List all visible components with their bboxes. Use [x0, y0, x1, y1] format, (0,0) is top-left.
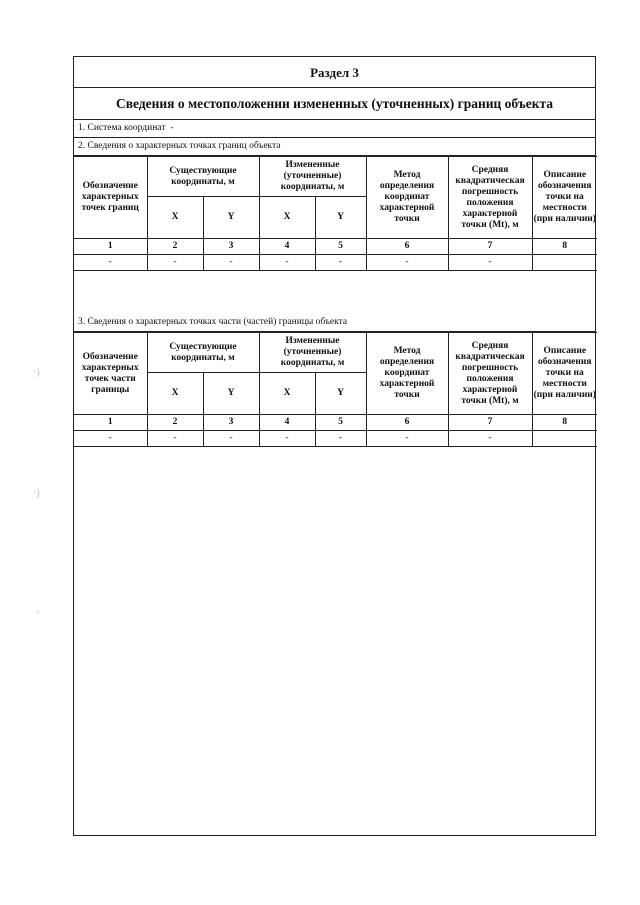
- column-number: 8: [532, 415, 597, 431]
- table-cell: -: [315, 255, 366, 271]
- table-cell: -: [259, 255, 315, 271]
- header-method: Метод определения координат характерной точки: [366, 333, 448, 415]
- section-subtitle: Сведения о местоположении измененных (уточненных) границ объекта: [74, 88, 595, 120]
- column-number: 6: [366, 239, 448, 255]
- column-number: 7: [448, 239, 532, 255]
- column-number: 3: [203, 415, 259, 431]
- table-cell: -: [203, 255, 259, 271]
- table-row: [74, 255, 597, 271]
- column-numbers-row: [74, 415, 597, 431]
- table-cell: -: [366, 255, 448, 271]
- coord-system-value: -: [170, 123, 174, 133]
- table-cell: -: [448, 255, 532, 271]
- table-cell: [532, 255, 597, 271]
- header-y: Y: [203, 197, 259, 239]
- table-row: [74, 431, 597, 447]
- table-cell: [532, 431, 597, 447]
- column-number: 6: [366, 415, 448, 431]
- table-cell: -: [448, 431, 532, 447]
- table-cell: -: [74, 431, 147, 447]
- header-description: Описание обозначения точки на местности (при наличии): [532, 157, 597, 239]
- header-changed-coords: Измененные (уточненные) координаты, м: [259, 333, 366, 373]
- header-x: X: [259, 197, 315, 239]
- column-number: 8: [532, 239, 597, 255]
- header-method: Метод определения координат характерной точки: [366, 157, 448, 239]
- part2-title: 2. Сведения о характерных точках границ объекта: [74, 138, 595, 156]
- header-changed-coords: Измененные (уточненные) координаты, м: [259, 157, 366, 197]
- table-cell: -: [366, 431, 448, 447]
- coord-system-line: [74, 120, 595, 138]
- header-point-id: Обозначение характерных точек части границы: [74, 333, 147, 415]
- column-number: 4: [259, 415, 315, 431]
- header-error: Средняя квадратическая погрешность положения характерной точки (Mt), м: [448, 157, 532, 239]
- column-number: 2: [147, 239, 203, 255]
- table-cell: -: [315, 431, 366, 447]
- header-x: X: [147, 373, 203, 415]
- form-frame: [73, 56, 596, 836]
- scan-mark: ·): [33, 367, 40, 378]
- header-existing-coords: Существующие координаты, м: [147, 333, 259, 373]
- header-error: Средняя квадратическая погрешность положения характерной точки (Mt), м: [448, 333, 532, 415]
- table-cell: -: [203, 431, 259, 447]
- header-existing-coords: Существующие координаты, м: [147, 157, 259, 197]
- scan-mark: ,: [37, 604, 40, 615]
- column-number: 5: [315, 415, 366, 431]
- header-y: Y: [315, 373, 366, 415]
- header-point-id: Обозначение характерных точек границ: [74, 157, 147, 239]
- column-number: 4: [259, 239, 315, 255]
- column-number: 2: [147, 415, 203, 431]
- column-number: 1: [74, 415, 147, 431]
- points-table: [74, 156, 597, 271]
- column-number: 7: [448, 415, 532, 431]
- column-number: 5: [315, 239, 366, 255]
- header-x: X: [259, 373, 315, 415]
- coord-system-label: 1. Система координат: [78, 123, 166, 133]
- header-y: Y: [315, 197, 366, 239]
- table-cell: -: [147, 255, 203, 271]
- section-title: Раздел 3: [74, 57, 595, 88]
- column-number: 1: [74, 239, 147, 255]
- table-cell: -: [74, 255, 147, 271]
- header-x: X: [147, 197, 203, 239]
- part3-title: 3. Сведения о характерных точках части (частей) границы объекта: [74, 314, 595, 332]
- column-numbers-row: [74, 239, 597, 255]
- part-points-table: [74, 332, 597, 447]
- table-cell: -: [259, 431, 315, 447]
- table-cell: -: [147, 431, 203, 447]
- scan-mark: ·): [33, 488, 40, 499]
- header-y: Y: [203, 373, 259, 415]
- column-number: 3: [203, 239, 259, 255]
- header-description: Описание обозначения точки на местности (при наличии): [532, 333, 597, 415]
